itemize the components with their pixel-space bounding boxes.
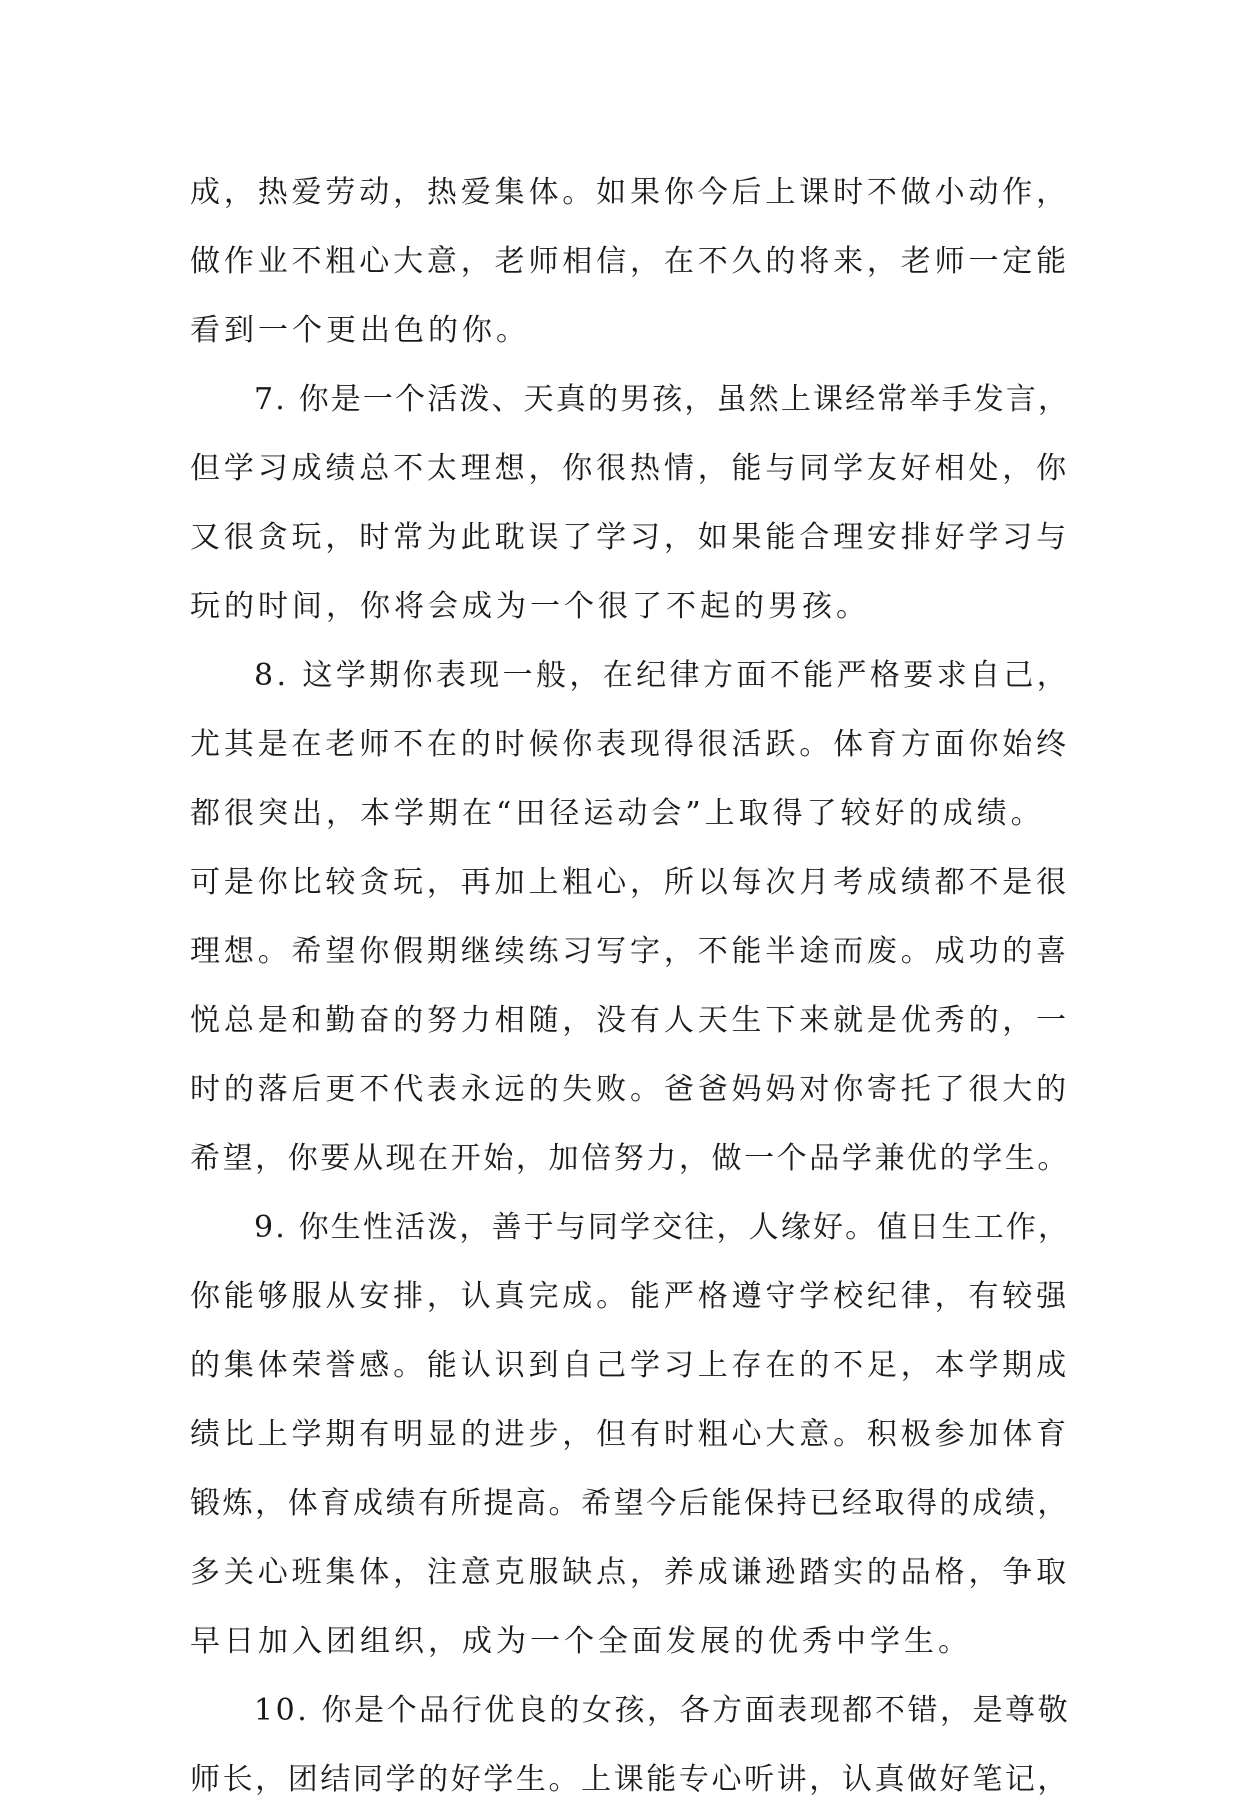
- paragraph-first-line: 9. 你生性活泼，善于与同学交往，人缘好。值日生工作，: [254, 1210, 1071, 1245]
- text-line: 成，热爱劳动，热爱集体。如果你今后上课时不做小动作，: [190, 175, 1070, 210]
- paragraph-first-line: 7. 你是一个活泼、天真的男孩，虽然上课经常举手发言，: [254, 382, 1071, 417]
- text-line: 多关心班集体，注意克服缺点，养成谦逊踏实的品格，争取: [190, 1555, 1070, 1590]
- text-line: 悦总是和勤奋的努力相随，没有人天生下来就是优秀的，一: [190, 1003, 1070, 1038]
- paragraph-first-line: 10. 你是个品行优良的女孩，各方面表现都不错，是尊敬: [254, 1693, 1071, 1728]
- text-line: 时的落后更不代表永远的失败。爸爸妈妈对你寄托了很大的: [190, 1072, 1070, 1107]
- text-line: 又很贪玩，时常为此耽误了学习，如果能合理安排好学习与: [190, 520, 1070, 555]
- body-text: [190, 158, 1070, 1814]
- text-line: 理想。希望你假期继续练习写字，不能半途而废。成功的喜: [190, 934, 1070, 969]
- text-line: 但学习成绩总不太理想，你很热情，能与同学友好相处，你: [190, 451, 1070, 486]
- text-line: 玩的时间，你将会成为一个很了不起的男孩。: [190, 589, 870, 624]
- text-line: 希望，你要从现在开始，加倍努力，做一个品学兼优的学生。: [190, 1141, 1070, 1176]
- text-line: 的集体荣誉感。能认识到自己学习上存在的不足，本学期成: [190, 1348, 1070, 1383]
- text-line: 早日加入团组织，成为一个全面发展的优秀中学生。: [190, 1624, 972, 1659]
- text-line: 你能够服从安排，认真完成。能严格遵守学校纪律，有较强: [190, 1279, 1070, 1314]
- text-line: 看到一个更出色的你。: [190, 313, 530, 348]
- text-line: 师长，团结同学的好学生。上课能专心听讲，认真做好笔记，: [190, 1762, 1070, 1797]
- text-line: 都很突出，本学期在“田径运动会”上取得了较好的成绩。: [190, 796, 1045, 831]
- text-line: 绩比上学期有明显的进步，但有时粗心大意。积极参加体育: [190, 1417, 1070, 1452]
- text-line: 做作业不粗心大意，老师相信，在不久的将来，老师一定能: [190, 244, 1070, 279]
- paragraph-first-line: 8. 这学期你表现一般，在纪律方面不能严格要求自己，: [254, 658, 1071, 693]
- text-line: 可是你比较贪玩，再加上粗心，所以每次月考成绩都不是很: [190, 865, 1070, 900]
- text-line: 尤其是在老师不在的时候你表现得很活跃。体育方面你始终: [190, 727, 1070, 762]
- text-line: 锻炼，体育成绩有所提高。希望今后能保持已经取得的成绩，: [190, 1486, 1070, 1521]
